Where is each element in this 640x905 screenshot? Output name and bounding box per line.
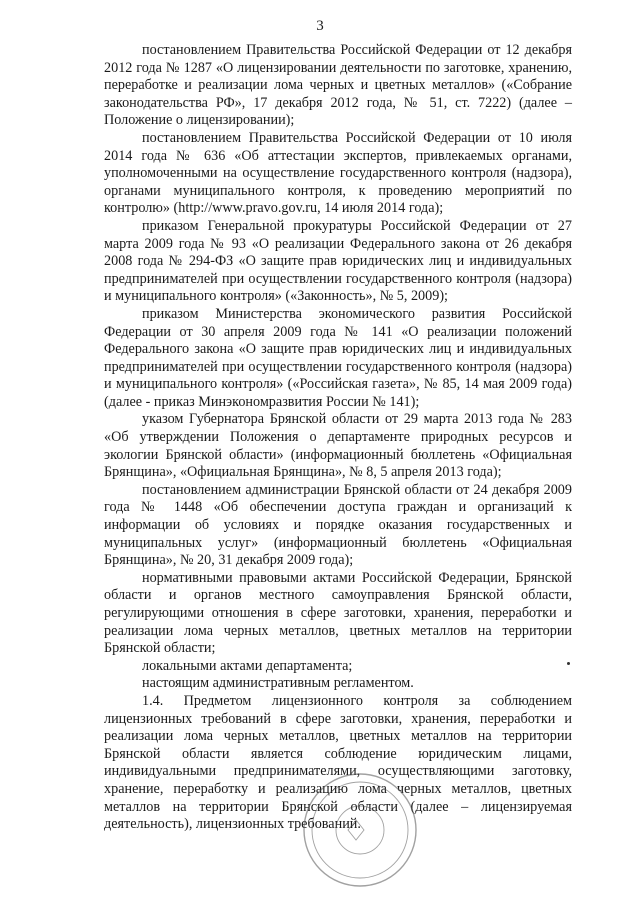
page-number: 3 [316, 18, 324, 34]
scan-speck [567, 662, 570, 665]
paragraph-postanovlenie-1448: постановлением администрации Брянской области от 24 декабря 2009 года № 1448 «Об обеспечении доступа граждан и организаций к информации об условиях и порядке оказания государственных и муниципальных услуг» (информационный бюллетень «Официальная Брянщина», № 20, 31 декабря 2009 года); [104, 481, 572, 569]
paragraph-prikaz-141: приказом Министерства экономического развития Российской Федерации от 30 апреля 2009 года № 141 «О реализации положений Федерального закона «О защите прав юридических лиц и индивидуальных предпринимателей при осуществлении государственного контроля (надзора) и муниципального контроля» («Российская газета», № 85, 14 мая 2009 года) (далее - приказ Минэкономразвития России № 141); [104, 305, 572, 410]
paragraph-ukaz-283: указом Губернатора Брянской области от 29 марта 2013 года № 283 «Об утверждении Положения о департаменте природных ресурсов и экологии Брянской области» (информационный бюллетень «Официальная Брянщина», «Официальная Брянщина», № 8, 5 апреля 2013 года); [104, 411, 572, 481]
paragraph-section-1-4: 1.4. Предметом лицензионного контроля за соблюдением лицензионных требований в сфере заготовки, хранения, переработки и реализации лома черных металлов, цветных металлов на территории Брянской области является соблюдение юридическим лицами, индивидуальными предпринимателями, осуществляющими заготовку, хранение, переработку и реализацию лома черных металлов, цветных металлов на территории Брянской области (далее – лицензируемая деятельность), лицензионных требований. [104, 692, 572, 833]
paragraph-normative-acts: нормативными правовыми актами Российской Федерации, Брянской области и органов местного самоуправления Брянской области, регулирующими отношения в сфере заготовки, хранения, переработки и реализации лома черных металлов, цветных металлов на территории Брянской области; [104, 569, 572, 657]
paragraph-postanovlenie-1287: постановлением Правительства Российской Федерации от 12 декабря 2012 года № 1287 «О лицензировании деятельности по заготовке, хранению, переработке и реализации лома черных и цветных металлов» («Собрание законодательства РФ», 17 декабря 2012 года, № 51, ст. 7222) (далее – Положение о лицензировании); [104, 42, 572, 129]
official-stamp-seal [300, 770, 420, 890]
paragraph-prikaz-93: приказом Генеральной прокуратуры Российской Федерации от 27 марта 2009 года № 93 «О реализации Федерального закона от 26 декабря 2008 года № 294-ФЗ «О защите прав юридических лиц и индивидуальных предпринимателей при осуществлении государственного контроля (надзора) и муниципального контроля» («Законность», № 5, 2009); [104, 217, 572, 305]
document-body [104, 42, 572, 834]
paragraph-local-acts: локальными актами департамента; [142, 657, 353, 674]
paragraph-postanovlenie-636: постановлением Правительства Российской Федерации от 10 июля 2014 года № 636 «Об аттестации экспертов, привлекаемых органами, уполномоченными на осуществление государственного контроля (надзора), органами муниципального контроля, к проведению мероприятий по контролю» (http://www.pravo.gov.ru, 14 июля 2014 года); [104, 129, 572, 217]
paragraph-regulation: настоящим административным регламентом. [142, 675, 414, 692]
